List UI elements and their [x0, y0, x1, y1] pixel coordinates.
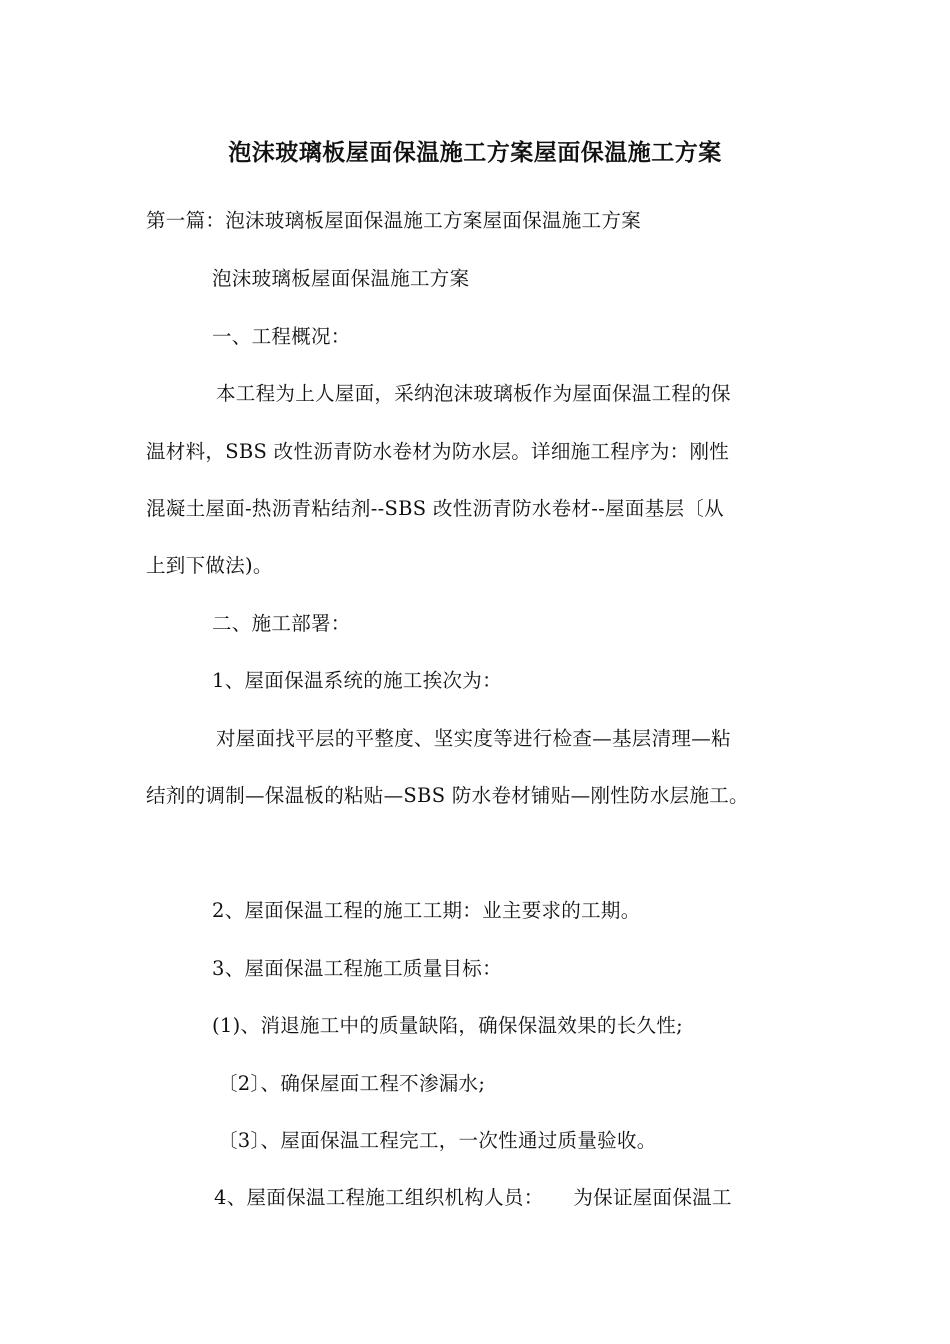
paragraph-line-16: 〔3〕、屋面保温工程完工，一次性通过质量验收。 [218, 1129, 657, 1152]
paragraph-line-11: 结剂的调制—保温板的粘贴—SBS 防水卷材铺贴—刚性防水层施工。 [146, 784, 749, 807]
paragraph-line-2: 泡沫玻璃板屋面保温施工方案 [212, 267, 470, 290]
section-heading-2: 二、施工部署： [212, 612, 351, 635]
paragraph-line-9: 1、屋面保温系统的施工挨次为： [212, 669, 502, 692]
paragraph-line-4: 本工程为上人屋面，采纳泡沫玻璃板作为屋面保温工程的保 [216, 382, 731, 405]
paragraph-line-5: 温材料，SBS 改性沥青防水卷材为防水层。详细施工程序为：刚性 [146, 440, 730, 463]
document-title: 泡沫玻璃板屋面保温施工方案屋面保温施工方案 [228, 139, 722, 166]
paragraph-line-12: 2、屋面保温工程的施工工期：业主要求的工期。 [212, 899, 641, 922]
paragraph-line-1: 第一篇：泡沫玻璃板屋面保温施工方案屋面保温施工方案 [146, 209, 642, 232]
paragraph-line-10: 对屋面找平层的平整度、坚实度等进行检查—基层清理—粘 [216, 727, 731, 750]
paragraph-line-15: 〔2〕、确保屋面工程不渗漏水; [218, 1072, 486, 1095]
paragraph-line-6: 混凝土屋面-热沥青粘结剂--SBS 改性沥青防水卷材--屋面基层〔从 [146, 497, 724, 520]
paragraph-line-14: (1)、消退施工中的质量缺陷，确保保温效果的长久性; [212, 1014, 683, 1037]
paragraph-line-7: 上到下做法)。 [146, 554, 273, 577]
paragraph-line-13: 3、屋面保温工程施工质量目标： [212, 957, 502, 980]
paragraph-line-17: 4、屋面保温工程施工组织机构人员： 为保证屋面保温工 [214, 1186, 732, 1209]
section-heading-1: 一、工程概况： [212, 325, 351, 348]
